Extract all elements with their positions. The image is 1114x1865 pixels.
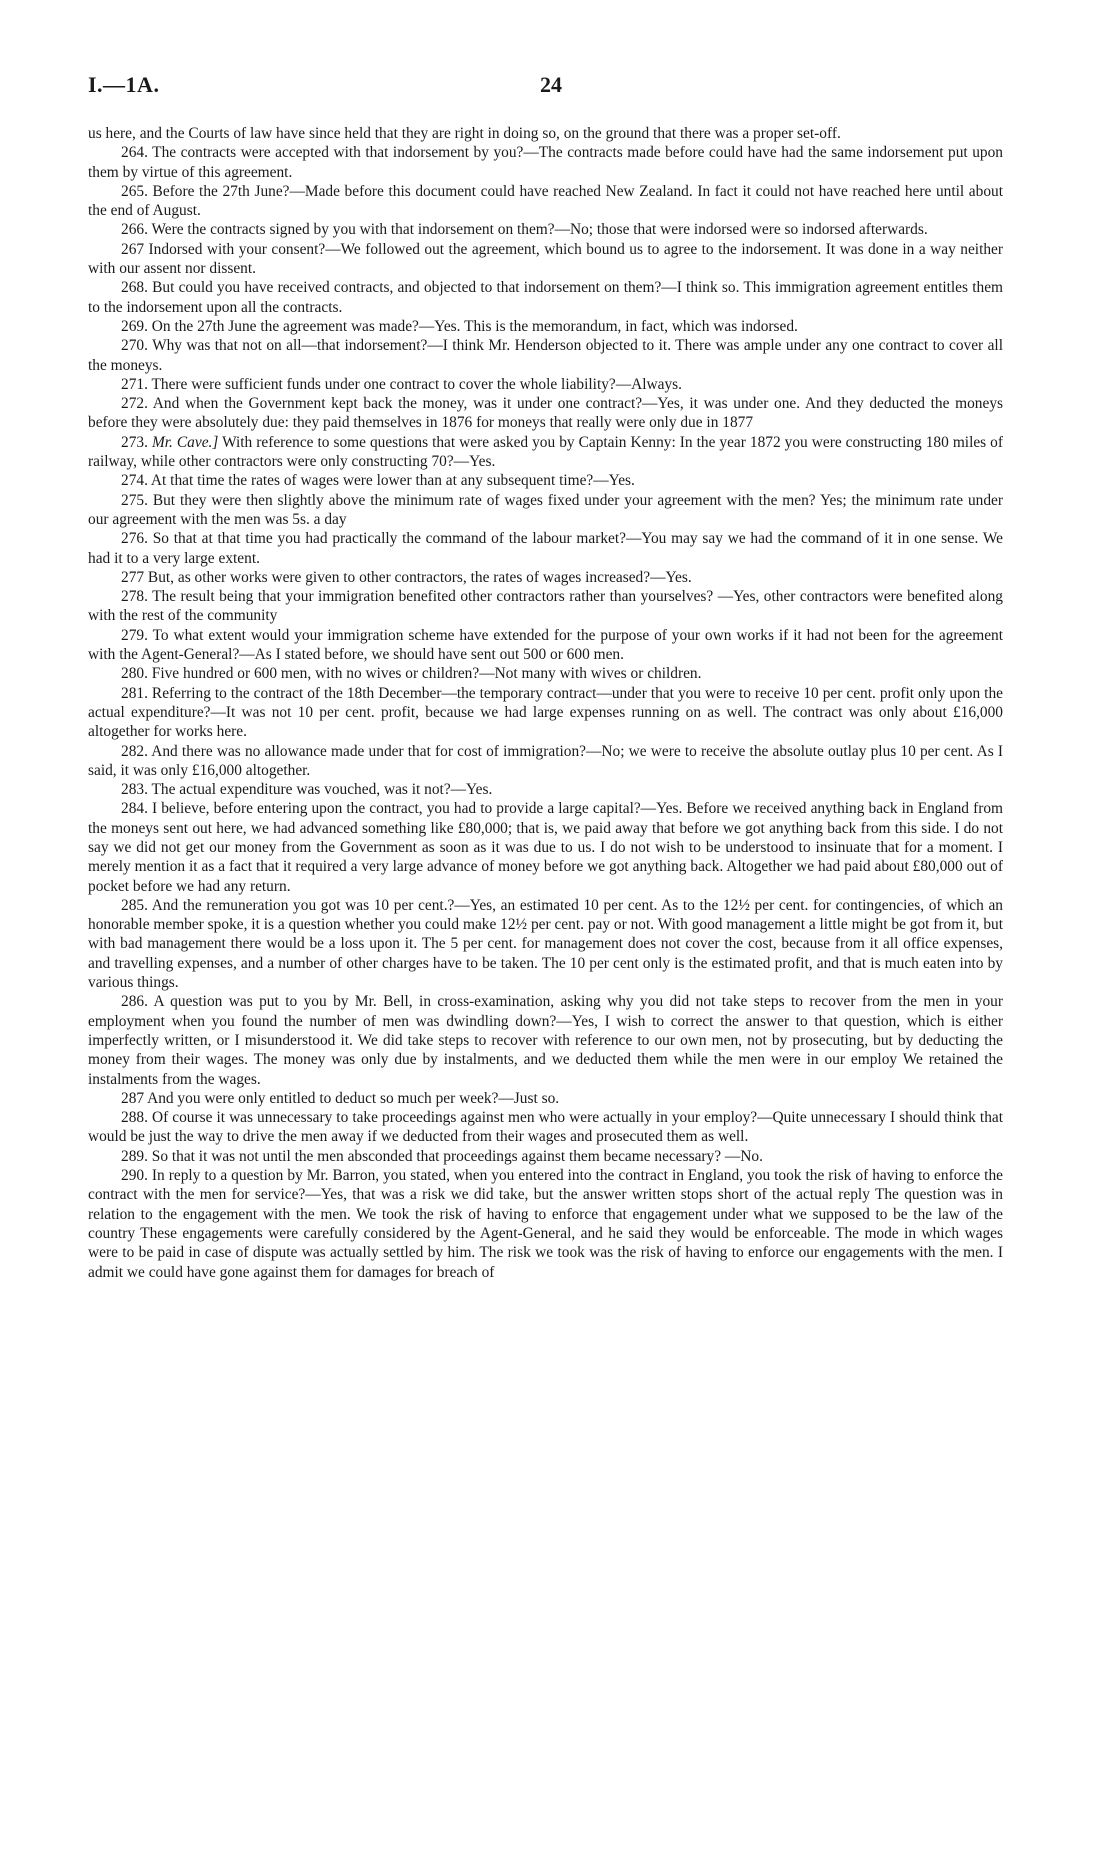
evidence-question (88, 529, 1003, 568)
paragraph-text: 269. On the 27th June the agreement was made?—Yes. This is the memorandum, in fact, which was indorsed. (121, 317, 798, 335)
evidence-question (88, 1108, 1003, 1147)
paragraph-text: 281. Referring to the contract of the 18th December—the temporary contract—under that you were to receive 10 per cent. profit only upon the actual expenditure?—It was not 10 per cent. profit, because we had large expenses running on as well. The contract was only about £16,000 altogether for works here. (88, 684, 1003, 741)
paragraph-text: 267 Indorsed with your consent?—We followed out the agreement, which bound us to agree to the indorsement. It was done in a way neither with our assent nor dissent. (88, 240, 1003, 278)
paragraph-text: 289. So that it was not until the men absconded that proceedings against them became necessary? —No. (121, 1147, 763, 1165)
evidence-question (88, 220, 1003, 239)
paragraph-text: 287 And you were only entitled to deduct so much per week?—Just so. (121, 1089, 560, 1107)
paragraph-text: 279. To what extent would your immigration scheme have extended for the purpose of your own works if it had not been for the agreement with the Agent-General?—As I stated before, we should have sent out 500 or 600 men. (88, 626, 1003, 664)
speaker-name: Mr. Cave.] (151, 433, 219, 451)
question-number: 273. (121, 433, 148, 451)
evidence-question (88, 896, 1003, 992)
evidence-question (88, 240, 1003, 279)
evidence-question (88, 278, 1003, 317)
document-page (88, 72, 1003, 1282)
evidence-question (88, 568, 1003, 587)
paragraph-text: 265. Before the 27th June?—Made before this document could have reached New Zealand. In fact it could not have reached here until about the end of August. (88, 182, 1003, 220)
paragraph-text: 286. A question was put to you by Mr. Bell, in cross-examination, asking why you did not take steps to recover from the men in your employment when you found the number of men was dwindling down?—Yes, I wish to correct the answer to that question, which is either imperfectly written, or I misunderstood it. We did take steps to recover with reference to our own men, not by prosecuting, but by deducting the money from their wages. The money was only due by instalments, and we deducted them while the men were in our employ We retained the instalments from the wages. (88, 993, 1003, 1088)
paragraph-text: 290. In reply to a question by Mr. Barron, you stated, when you entered into the contract in England, you took the risk of having to enforce the contract with the men for service?—Yes, that was a risk we did take, but the answer written stops short of the actual reply The question was in relation to the engagement with the men. We took the risk of having to enforce that engagement under what we supposed to be the law of the country These engagements were carefully considered by the Agent-General, and he said they would be enforceable. The mode in which wages were to be paid in case of dispute was actually settled by him. The risk we took was the risk of having to enforce our engagements with the men. I admit we could have gone against them for damages for breach of (88, 1167, 1003, 1281)
paragraph-text: 283. The actual expenditure was vouched, was it not?—Yes. (121, 781, 493, 799)
evidence-question (88, 1166, 1003, 1282)
evidence-question (88, 1089, 1003, 1108)
paragraph-text: 284. I believe, before entering upon the contract, you had to provide a large capital?—Yes. Before we received anything back in England from the moneys sent out here, we had advanced something like £80,000; that is, we paid away that before we got anything back from this side. I do not say we did not get our money from the Government as soon as it was due to us. I do not wish to be understood to insinuate that for a moment. I merely mention it as a fact that it required a very large advance of money before we got anything back. Altogether we had paid about £80,000 out of pocket before we had any return. (88, 800, 1003, 895)
paragraph-text: 270. Why was that not on all—that indorsement?—I think Mr. Henderson objected to it. There was ample under any one contract to cover all the moneys. (88, 337, 1003, 374)
paragraph-text: 266. Were the contracts signed by you with that indorsement on them?—No; those that were indorsed were so indorsed afterwards. (121, 221, 928, 239)
evidence-question (88, 799, 1003, 895)
paragraph-text: 271. There were sufficient funds under one contract to cover the whole liability?—Always. (121, 375, 683, 393)
evidence-question (88, 1147, 1003, 1166)
paragraph-text: With reference to some questions that were asked you by Captain Kenny: In the year 1872 you were constructing 180 miles of railway, while other contractors were only constructing 70?—Yes. (88, 433, 1003, 471)
evidence-question (88, 626, 1003, 665)
evidence-question (88, 587, 1003, 626)
paragraph-text: 264. The contracts were accepted with that indorsement by you?—The contracts made before could have had the same indorsement put upon them by virtue of this agreement. (88, 144, 1003, 181)
evidence-question (88, 317, 1003, 336)
evidence-question (88, 336, 1003, 375)
paragraph-text: 268. But could you have received contracts, and objected to that indorsement on them?—I think so. This immigration agreement entitles them to the indorsement upon all the contracts. (88, 279, 1003, 316)
page-number: 24 (540, 72, 562, 97)
evidence-question (88, 742, 1003, 781)
evidence-question (88, 684, 1003, 742)
evidence-question (88, 182, 1003, 221)
evidence-question (88, 433, 1003, 472)
paragraph-text: 272. And when the Government kept back the money, was it under one contract?—Yes, it was under one. And they deducted the moneys before they were absolutely due: they paid themselves in 1876 for moneys that really were only due in 1877 (88, 395, 1003, 432)
evidence-question (88, 375, 1003, 394)
evidence-question (88, 143, 1003, 182)
page-header (88, 72, 1003, 124)
paragraph-text: 280. Five hundred or 600 men, with no wives or children?—Not many with wives or children. (121, 665, 702, 683)
evidence-question (88, 471, 1003, 490)
continued-paragraph (88, 124, 1003, 143)
evidence-question (88, 394, 1003, 433)
evidence-question (88, 780, 1003, 799)
paragraph-text: 274. At that time the rates of wages were lower than at any subsequent time?—Yes. (121, 472, 635, 490)
evidence-question (88, 992, 1003, 1088)
document-reference: I.—1A. (88, 72, 160, 97)
evidence-body (88, 124, 1003, 1282)
evidence-question (88, 491, 1003, 530)
paragraph-text: 278. The result being that your immigration benefited other contractors rather than yourselves? —Yes, other contractors were benefited along with the rest of the community (88, 588, 1003, 625)
paragraph-text: 288. Of course it was unnecessary to take proceedings against men who were actually in your employ?—Quite unnecessary I should think that would be just the way to drive the men away if we deducted from their wages and prosecuted them as well. (88, 1109, 1003, 1146)
paragraph-text: 275. But they were then slightly above the minimum rate of wages fixed under your agreement with the men? Yes; the minimum rate under our agreement with the men was 5s. a day (88, 491, 1003, 528)
paragraph-text: 276. So that at that time you had practically the command of the labour market?—You may say we had the command of it in one sense. We had it to a very large extent. (88, 530, 1003, 567)
paragraph-text: 282. And there was no allowance made under that for cost of immigration?—No; we were to receive the absolute outlay plus 10 per cent. As I said, it was only £16,000 altogether. (88, 742, 1003, 779)
paragraph-text: us here, and the Courts of law have since held that they are right in doing so, on the ground that there was a proper set-off. (88, 125, 841, 142)
paragraph-text: 277 But, as other works were given to other contractors, the rates of wages increased?—Yes. (121, 568, 692, 586)
evidence-question (88, 664, 1003, 683)
paragraph-text: 285. And the remuneration you got was 10 per cent.?—Yes, an estimated 10 per cent. As to the 12½ per cent. for contingencies, of which an honorable member spoke, it is a question whether you could make 12½ per cent. pay or not. With good management a little might be got from it, but with bad management there would be a loss upon it. The 5 per cent. for management does not cover the cost, because from it all office expenses, and travelling expenses, and a number of other charges have to be taken. The 10 per cent only is the estimated profit, and that is much eaten into by various things. (88, 896, 1003, 992)
